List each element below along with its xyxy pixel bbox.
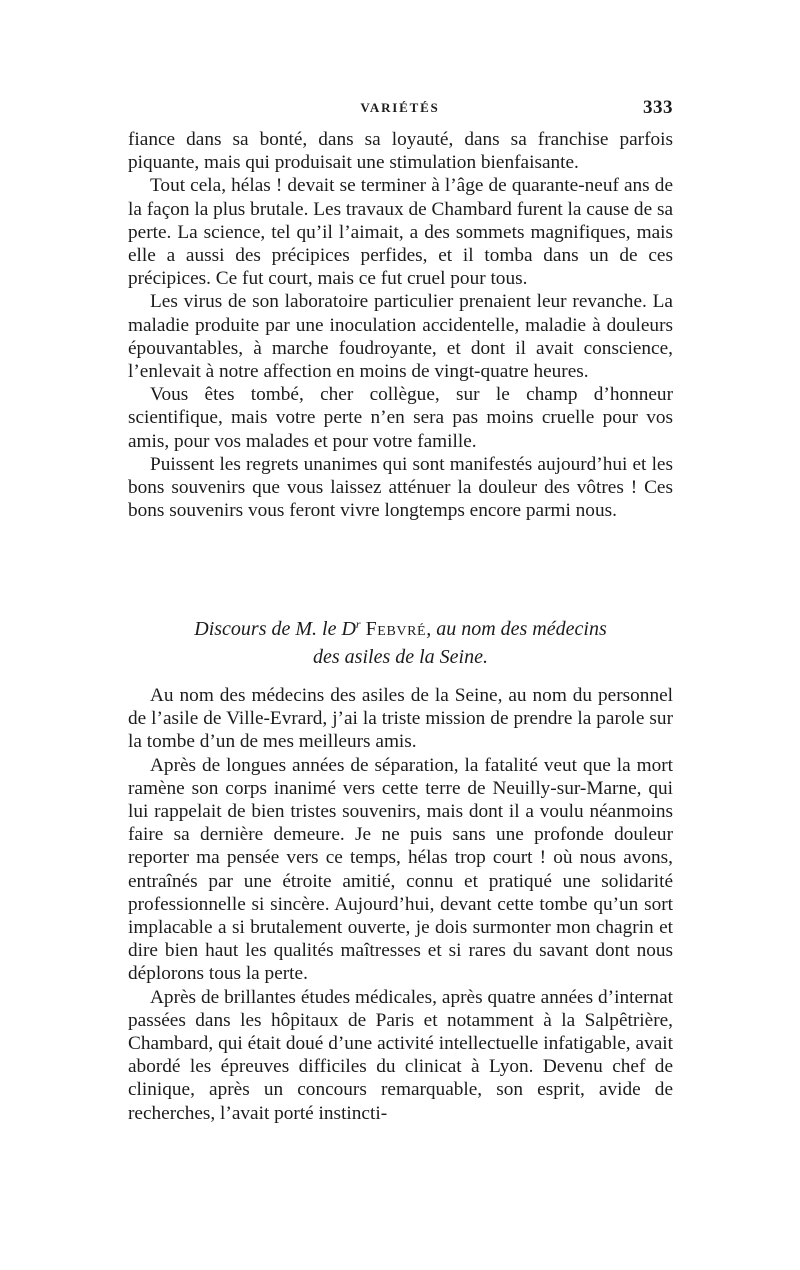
paragraph: Les virus de son laboratoire particulier prenaient leur revanche. La maladie produite par une inoculation accidentelle, maladie à douleurs épouvantables, à marche foudroyante, et dont il avait conscience, l’enlevait à notre affection en moins de vingt-quatre heures. (128, 291, 673, 383)
text-block-top (128, 128, 673, 522)
paragraph: fiance dans sa bonté, dans sa loyauté, dans sa franchise parfois piquante, mais qui produisait une stimulation bienfaisante. (128, 129, 673, 174)
paragraph: Après de brillantes études médicales, après quatre années d’internat passées dans les hôpitaux de Paris et notamment à la Salpêtrière, Chambard, qui était doué d’une activité intellectuelle infatigable, avait abordé les épreuves difficiles du clinicat à Lyon. Devenu chef de clinique, après un concours remarquable, son esprit, avide de recherches, l’avait porté instincti- (128, 986, 673, 1124)
heading-line-1-end: , au nom des médecins (426, 618, 607, 640)
heading-title-superscript: r (355, 617, 361, 631)
paragraph: Au nom des médecins des asiles de la Seine, au nom du personnel de l’asile de Ville-Evrard, j’ai la triste mission de prendre la parole sur la tombe d’un de mes meilleurs amis. (128, 685, 673, 753)
page-number: 333 (643, 97, 673, 118)
paragraph: Tout cela, hélas ! devait se terminer à l’âge de quarante-neuf ans de la façon la plus brutale. Les travaux de Chambard furent la cause de sa perte. La science, tel qu’il l’aimait, a des sommets magnifiques, mais elle a aussi des précipices perfides, et il tomba dans un de ces précipices. Ce fut court, mais ce fut cruel pour tous. (128, 175, 674, 290)
text-block-bottom (128, 684, 673, 1125)
running-title: VARIÉTÉS (360, 100, 440, 115)
section-heading (128, 615, 673, 671)
heading-line-1-start: Discours de M. le D (194, 618, 356, 640)
paragraph: Vous êtes tombé, cher collègue, sur le champ d’honneur scientifique, mais votre perte n’en sera pas moins cruelle pour vos amis, pour vos malades et pour votre famille. (128, 384, 673, 452)
paragraph: Après de longues années de séparation, la fatalité veut que la mort ramène son corps inanimé vers cette terre de Neuilly-sur-Marne, qui lui rappelait de bien tristes souvenirs, mais dont il a voulu néanmoins faire sa dernière demeure. Je ne puis sans une profonde douleur reporter ma pensée vers ce temps, hélas trop court ! où nous avons, entraînés par une étroite amitié, connu et pratiqué une solidarité professionnelle si sincère. Aujourd’hui, devant cette tombe qu’un sort implacable a si brutalement ouverte, je dois surmonter mon chagrin et dire bien haut les qualités maîtresses et si rares du savant dont nous déplorons tous la perte. (128, 754, 673, 985)
heading-speaker-name: Febvré (365, 618, 427, 640)
heading-line-1 (128, 615, 673, 643)
paragraph: Puissent les regrets unanimes qui sont manifestés aujourd’hui et les bons souvenirs que vous laissez atténuer la douleur des vôtres ! Ces bons souvenirs vous feront vivre longtemps encore parmi nous. (128, 453, 673, 522)
heading-line-2: des asiles de la Seine. (313, 646, 488, 668)
running-head (0, 96, 800, 120)
